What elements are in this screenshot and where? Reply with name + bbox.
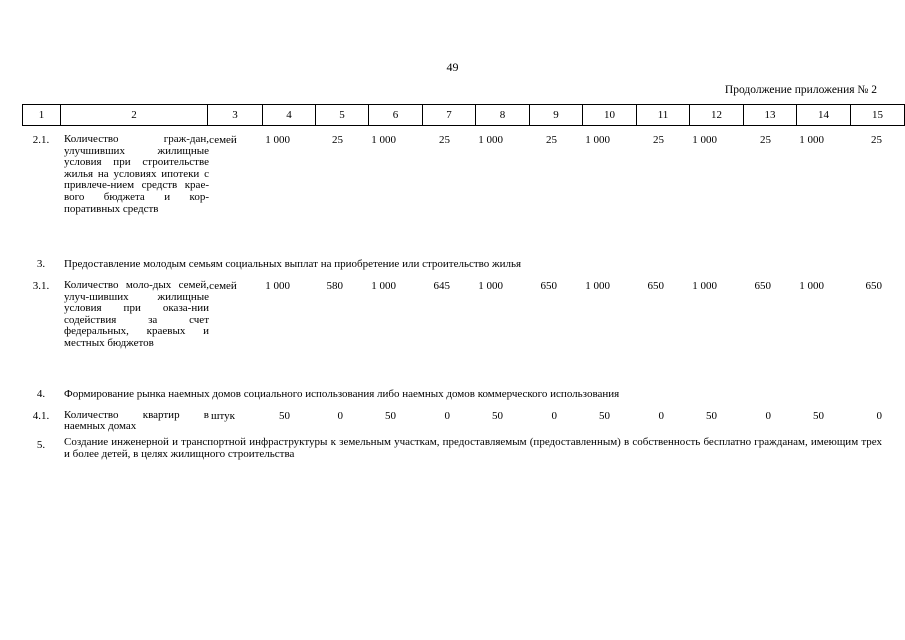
value-cell: 1 000	[692, 280, 717, 292]
value-cell: 1 000	[265, 134, 290, 146]
value-cell: 1 000	[371, 280, 396, 292]
value-cell: 580	[326, 280, 343, 292]
value-cell: 1 000	[371, 134, 396, 146]
row-unit: штук	[211, 410, 235, 422]
value-cell: 645	[433, 280, 450, 292]
column-header: 6	[369, 105, 423, 126]
value-cell: 50	[492, 410, 503, 422]
row-description: Количество квартир в наемных домах	[64, 409, 209, 432]
value-cell: 650	[754, 280, 771, 292]
value-cell: 25	[653, 134, 664, 146]
value-cell: 25	[760, 134, 771, 146]
table-row-3-1	[22, 280, 884, 388]
column-header: 12	[690, 105, 744, 126]
column-header: 7	[423, 105, 476, 126]
column-header: 8	[476, 105, 530, 126]
section-title: Предоставление молодым семьям социальных выплат на приобретение или строительство жилья	[64, 258, 522, 270]
value-cell: 50	[385, 410, 396, 422]
value-cell: 25	[871, 134, 882, 146]
value-cell: 50	[813, 410, 824, 422]
row-unit: семей	[209, 280, 237, 292]
value-cell: 25	[439, 134, 450, 146]
row-description: Количество моло-дых семей, улуч-шивших жилищные условия при оказа-нии содействия за счет федеральных, краевых и местных бюджетов	[64, 279, 209, 349]
section-row-4	[22, 388, 884, 410]
section-number: 3.	[36, 258, 46, 270]
row-number: 3.1.	[32, 280, 50, 292]
section-row-3	[22, 258, 884, 280]
column-header: 4	[263, 105, 316, 126]
continuation-label: Продолжение приложения № 2	[724, 84, 877, 96]
value-cell: 0	[765, 410, 771, 422]
section-title: Формирование рынка наемных домов социального использования либо наемных домов коммерческого использования	[64, 388, 620, 400]
value-cell: 1 000	[265, 280, 290, 292]
table-row-2-1	[22, 134, 884, 258]
value-cell: 650	[540, 280, 557, 292]
column-header: 14	[797, 105, 851, 126]
column-header: 1	[23, 105, 61, 126]
value-cell: 50	[599, 410, 610, 422]
row-unit: семей	[209, 134, 237, 146]
value-cell: 0	[444, 410, 450, 422]
value-cell: 0	[876, 410, 882, 422]
section-title: Создание инженерной и транспортной инфраструктуры к земельным участкам, предоставляемым (предоставленным) в собственность бесплатно гражданам, имеющим трех и более детей, в целях жилищного строительства	[64, 436, 882, 460]
value-cell: 0	[658, 410, 664, 422]
page-number: 49	[446, 60, 459, 74]
column-header: 3	[208, 105, 263, 126]
row-description: Количество граж-дан, улучшивших жилищные условия при строительстве жилья на условиях ипотеки с привлече-нием средств крае-вого бюджета и кор-поративных средств	[64, 133, 209, 215]
column-header: 5	[316, 105, 369, 126]
value-cell: 50	[279, 410, 290, 422]
row-number: 2.1.	[32, 134, 50, 146]
value-cell: 1 000	[478, 280, 503, 292]
value-cell: 0	[551, 410, 557, 422]
column-header: 11	[637, 105, 690, 126]
section-number: 4.	[36, 388, 46, 400]
table-row-4-1	[22, 410, 884, 436]
section-number: 5.	[36, 439, 46, 451]
value-cell: 50	[706, 410, 717, 422]
row-number: 4.1.	[32, 410, 50, 422]
column-header: 9	[530, 105, 583, 126]
value-cell: 1 000	[585, 134, 610, 146]
column-header: 15	[851, 105, 905, 126]
value-cell: 650	[865, 280, 882, 292]
value-cell: 1 000	[585, 280, 610, 292]
value-cell: 25	[332, 134, 343, 146]
value-cell: 1 000	[799, 134, 824, 146]
value-cell: 0	[337, 410, 343, 422]
value-cell: 1 000	[799, 280, 824, 292]
value-cell: 25	[546, 134, 557, 146]
section-row-5	[22, 436, 884, 466]
value-cell: 1 000	[478, 134, 503, 146]
column-header: 13	[744, 105, 797, 126]
column-header: 2	[61, 105, 208, 126]
table-body	[22, 134, 884, 466]
value-cell: 1 000	[692, 134, 717, 146]
value-cell: 650	[647, 280, 664, 292]
column-header-table	[22, 104, 905, 126]
column-header: 10	[583, 105, 637, 126]
